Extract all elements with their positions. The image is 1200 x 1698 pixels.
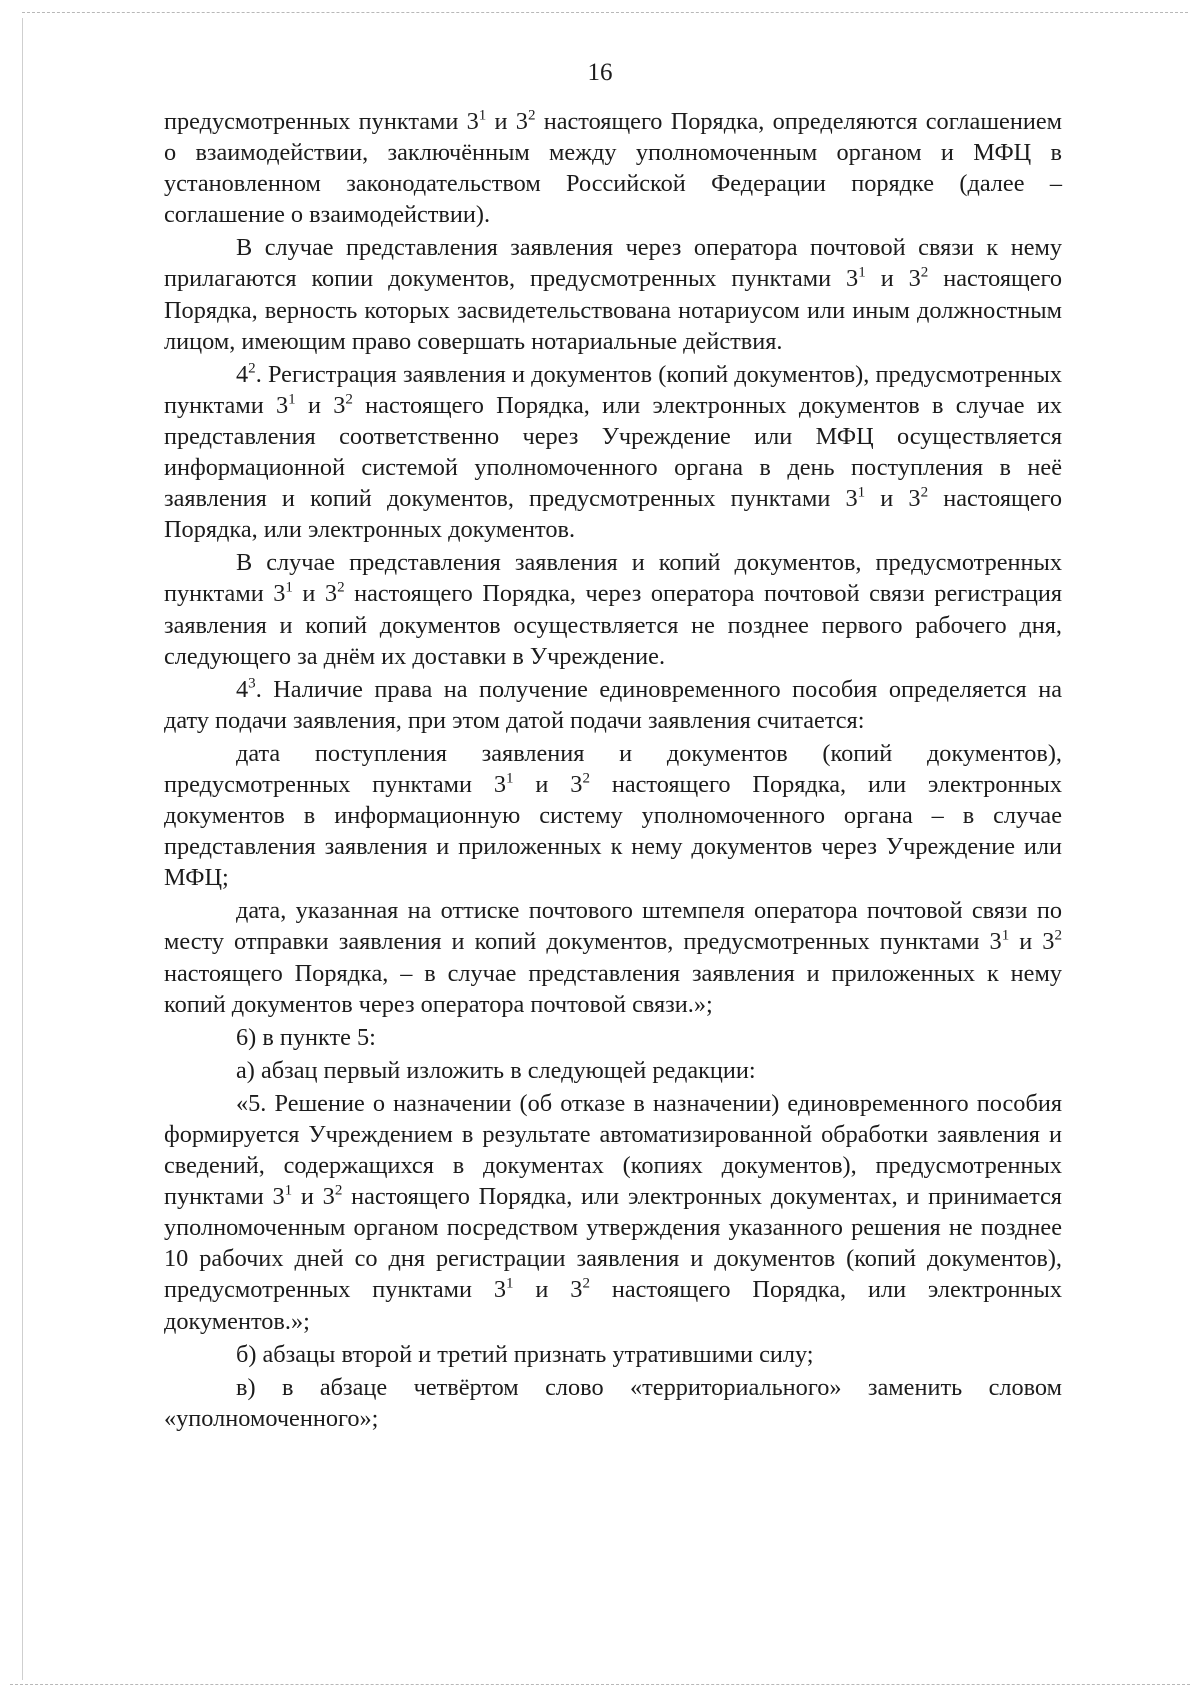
superscript-index: 2 [1054,928,1062,945]
scan-edge-left [22,18,23,1680]
text-run: предусмотренных пунктами 3 [164,108,479,135]
document-body [164,106,1062,1434]
text-run: и 3 [513,1276,583,1304]
text-run: «5. Решение о назначении (об отказе в назначении) единовременного пособия формируется Учреждением в результате автоматизированной обработки заявления и сведений, содержащихся в документах (копиях документов), предусмотренных пунктами 3 [164,1089,1062,1211]
text-run: . Регистрация заявления и документов (копий документов), предусмотренных пунктами 3 [164,360,1062,419]
text-run: настоящего Порядка, или электронных документов в случае их представления соответственно через Учреждение или МФЦ осуществляется информационной системой уполномоченного органа в день поступления в неё заявления и копий документов, предусмотренных пунктами 3 [164,391,1062,513]
superscript-index: 1 [478,107,487,124]
paragraph-item-5 [164,1088,1062,1337]
text-run: и 3 [292,1183,335,1211]
text-run: настоящего Порядка, или электронных документов. [164,485,1062,544]
paragraph-subitem-b [164,1339,1062,1370]
text-run: дата поступления заявления и документов (копий документов), предусмотренных пунктами 3 [164,739,1062,798]
paragraph-subitem-v [164,1372,1062,1434]
text-run: В случае представления заявления через оператора почтовой связи к нему прилагаются копии документов, предусмотренных пунктами 3 [164,234,1062,293]
superscript-index: 1 [1001,928,1010,945]
text-run: и 3 [865,265,921,293]
superscript-index: 2 [248,360,256,377]
superscript-index: 1 [857,484,866,501]
paragraph-subitem-a [164,1055,1062,1086]
text-run: настоящего Порядка, – в случае представления заявления и приложенных к нему копий документов через оператора почтовой связи.»; [164,959,1062,1018]
text-run: и 3 [486,108,528,135]
superscript-index: 1 [506,1276,514,1293]
text-run: и 3 [1009,928,1055,956]
text-run: дата, указанная на оттиске почтового штемпеля оператора почтовой связи по месту отправки заявления и копий документов, предусмотренных пунктами 3 [164,897,1062,956]
text-run: В случае представления заявления и копий документов, предусмотренных пунктами 3 [164,549,1062,608]
text-run: и 3 [865,485,921,513]
superscript-index: 2 [527,107,536,124]
superscript-index: 3 [248,675,256,692]
superscript-index: 2 [582,770,590,787]
page-number: 16 [587,59,613,86]
text-run: 4 [236,360,249,388]
superscript-index: 2 [334,1182,343,1199]
text-run: настоящего Порядка, определяются соглашением о взаимодействии, заключённым между уполномоченным органом и МФЦ в установленном законодательством Российской Федерации порядке (далее – соглашение о взаимодействии). [164,108,1062,229]
superscript-index: 1 [858,265,866,282]
paragraph-date-postmark [164,895,1062,1019]
paragraph-continuation [164,106,1062,230]
superscript-index: 1 [285,580,293,597]
paragraph-postal-registration [164,547,1062,671]
paragraph-item-4-3 [164,674,1062,736]
text-run: . Наличие права на получение единовременного пособия определяется на дату подачи заявления, при этом датой подачи заявления считается: [164,675,1062,734]
superscript-index: 1 [288,391,296,408]
superscript-index: 1 [506,770,514,787]
text-run: 4 [236,675,249,703]
superscript-index: 2 [582,1276,590,1293]
superscript-index: 2 [920,484,929,501]
paragraph-subitem-6 [164,1022,1062,1053]
scan-edge-top [22,12,1188,13]
superscript-index: 2 [345,391,353,408]
superscript-index: 2 [337,580,345,597]
text-run: и 3 [292,580,338,608]
text-run: настоящего Порядка, или электронных документах, и принимается уполномоченным органом посредством утверждения указанного решения не позднее 10 рабочих дней со дня регистрации заявления и документов (копий документов), предусмотренных пунктами 3 [164,1183,1062,1304]
text-run: и 3 [513,770,583,798]
text-run: 6) в пункте 5: [236,1023,376,1051]
paragraph-item-4-2 [164,359,1062,546]
superscript-index: 2 [920,265,929,282]
paragraph-date-receipt [164,738,1062,893]
scan-edge-bottom [10,1684,1190,1685]
superscript-index: 1 [284,1182,293,1199]
text-run: в) в абзаце четвёртом слово «территориального» заменить словом «уполномоченного»; [164,1373,1062,1432]
text-run: и 3 [295,391,346,419]
text-run: б) абзацы второй и третий признать утратившими силу; [236,1340,814,1368]
text-run: а) абзац первый изложить в следующей редакции: [236,1056,756,1084]
text-run: настоящего Порядка, через оператора почтовой связи регистрация заявления и копий документов осуществляется не позднее первого рабочего дня, следующего за днём их доставки в Учреждение. [164,580,1063,670]
text-run: настоящего Порядка, верность которых засвидетельствована нотариусом или иным должностным лицом, имеющим право совершать нотариальные действия. [164,265,1063,355]
text-run: настоящего Порядка, или электронных документов в информационную систему уполномоченного органа – в случае представления заявления и приложенных к нему документов через Учреждение или МФЦ; [164,770,1063,892]
text-run: настоящего Порядка, или электронных документов.»; [164,1276,1063,1335]
paragraph-postal-copies [164,232,1062,356]
